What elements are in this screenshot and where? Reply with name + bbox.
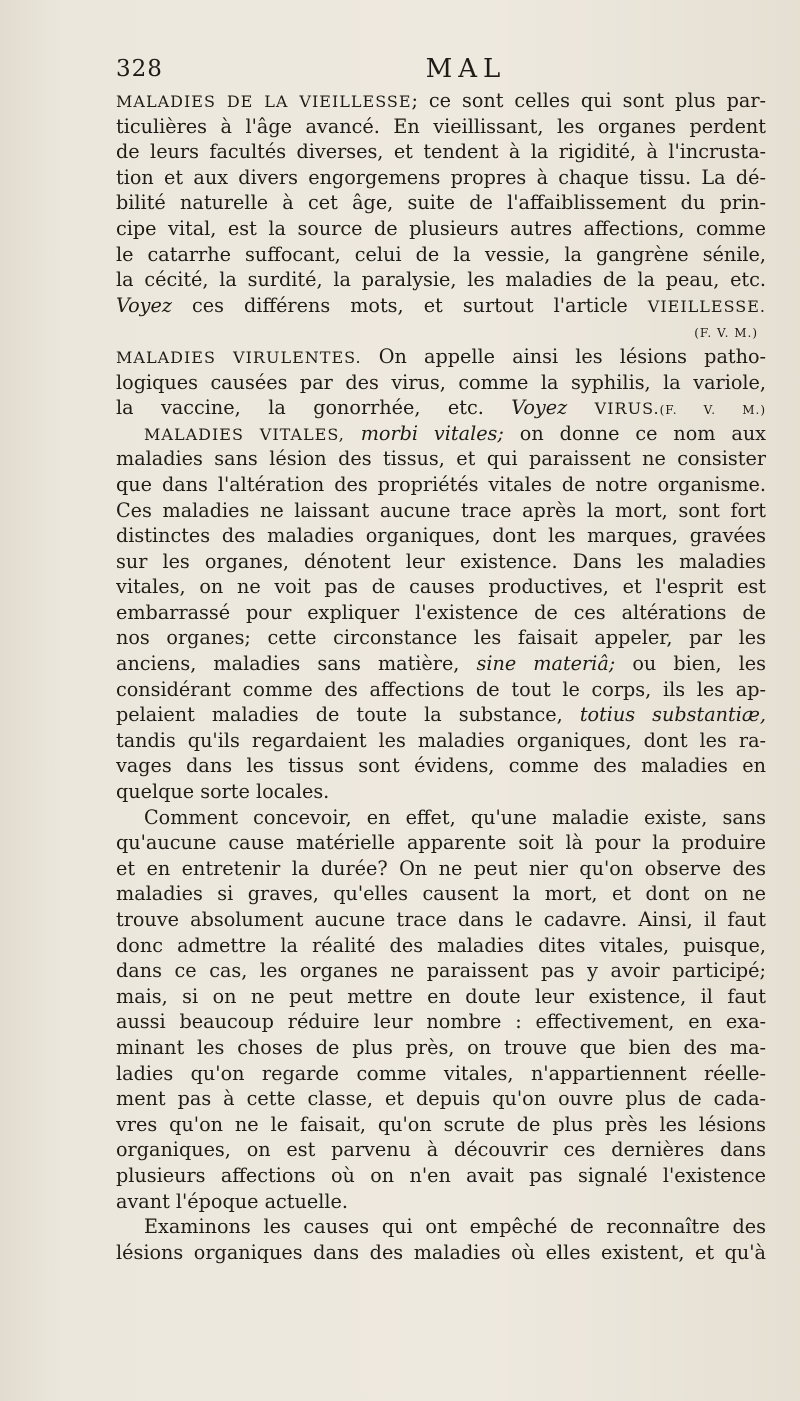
text-line: maladies sans lésion des tissus, et qui paraissent ne consister [116,447,766,471]
text-line: ticulières à l'âge avancé. En vieillissant, les organes perdent [116,114,766,138]
text-line: nos organes; cette circonstance les faisait appeler, par les [116,626,766,650]
text-line: embarrassé pour expliquer l'existence de ces altérations de [116,600,766,624]
text-line: Ces maladies ne laissant aucune trace après la mort, sont fort [116,498,766,522]
text-line: la cécité, la surdité, la paralysie, les maladies de la peau, etc. [116,268,766,292]
text-line: plusieurs affections où on n'en avait pas signalé l'existence [116,1163,766,1187]
text-line: et en entretenir la durée? On ne peut nier qu'on observe des [116,856,766,880]
text-line: MALADIES VIRULENTES. On appelle ainsi les lésions patho- [116,344,766,368]
text-line: pelaient maladies de toute la substance, totius substantiæ, [116,703,766,727]
text-line: Examinons les causes qui ont empêché de reconnaître des [144,1215,766,1239]
text-line: le catarrhe suffocant, celui de la vessie, la gangrène sénile, [116,242,766,266]
running-head: MAL [425,54,507,84]
text-line: vitales, on ne voit pas de causes productives, et l'esprit est [116,575,766,599]
text-line: MALADIES VITALES, morbi vitales; on donne ce nom aux [144,421,766,445]
text-line: dans ce cas, les organes ne paraissent pas y avoir participé; [116,959,766,983]
cross-reference-term: VIEILLESSE. [647,296,766,316]
text-line: maladies si graves, qu'elles causent la mort, et dont on ne [116,882,766,906]
author-signature: (F. V. M.) [659,403,766,418]
text-line: organiques, on est parvenu à découvrir ces dernières dans [116,1138,766,1162]
text-line: mais, si on ne peut mettre en doute leur existence, il faut [116,984,766,1008]
text-line: de leurs facultés diverses, et tendent à la rigidité, à l'incrusta- [116,140,766,164]
text-line: lésions organiques dans des maladies où elles existent, et qu'à [116,1240,766,1264]
text-line: cipe vital, est la source de plusieurs autres affections, comme [116,216,766,240]
text-line: aussi beaucoup réduire leur nombre : effectivement, en exa- [116,1010,766,1034]
text-line: Comment concevoir, en effet, qu'une maladie existe, sans [144,805,766,829]
text-line: vres qu'on ne le faisait, qu'on scrute de plus près les lésions [116,1112,766,1136]
latin-term: morbi vitales; [360,421,504,445]
cross-reference-voyez: Voyez [116,293,172,317]
text-line: MALADIES DE LA VIEILLESSE; ce sont celles qui sont plus par- [116,89,766,112]
cross-reference-term: VIRUS. [567,399,660,419]
page-number: 328 [116,56,163,82]
text-line: donc admettre la réalité des maladies dites vitales, puisque, [116,933,766,957]
text-line: bilité naturelle à cet âge, suite de l'affaiblissement du prin- [116,191,766,215]
text-line: vages dans les tissus sont évidens, comme des maladies en [116,754,766,778]
cross-reference-voyez: Voyez [511,396,568,420]
text-line: sur les organes, dénotent leur existence. Dans les maladies [116,549,766,573]
text-line: minant les choses de plus près, on trouve que bien des ma- [116,1035,766,1059]
author-signature: (F. V. M.) [694,326,758,341]
text-line: tandis qu'ils regardaient les maladies organiques, dont les ra- [116,728,766,752]
entry-heading: MALADIES VITALES, [144,424,345,444]
latin-term: totius substantiæ, [579,703,766,727]
page-header [116,50,766,90]
text-line: ladies qu'on regarde comme vitales, n'appartiennent réelle- [116,1061,766,1085]
text-line: qu'aucune cause matérielle apparente soit là pour la produire [116,831,766,855]
text-line: avant l'époque actuelle. [116,1189,348,1213]
text-line: quelque sorte locales. [116,780,330,804]
text-line: logiques causées par des virus, comme la syphilis, la variole, [116,370,766,394]
text-line: trouve absolument aucune trace dans le cadavre. Ainsi, il faut [116,908,766,931]
text-line: la vaccine, la gonorrhée, etc. Voyez VIRUS.(F. V. M.) [116,396,766,420]
text-line: anciens, maladies sans matière, sine materiâ; ou bien, les [116,652,766,676]
latin-term: sine materiâ; [476,652,616,676]
entry-heading: MALADIES DE LA VIEILLESSE [116,92,412,111]
author-signature-line [116,318,766,344]
text-line: ment pas à cette classe, et depuis qu'on ouvre plus de cada- [116,1087,766,1111]
text-line: distinctes des maladies organiques, dont les marques, gravées [116,524,766,548]
text-line: tion et aux divers engorgemens propres à chaque tissu. La dé- [116,165,766,189]
entry-heading: MALADIES VIRULENTES. [116,347,362,367]
text-line: considérant comme des affections de tout le corps, ils les ap- [116,677,766,701]
text-line: Voyez ces différens mots, et surtout l'article VIEILLESSE. [116,293,766,317]
page-body [116,88,766,1265]
text-line: que dans l'altération des propriétés vitales de notre organisme. [116,472,766,496]
